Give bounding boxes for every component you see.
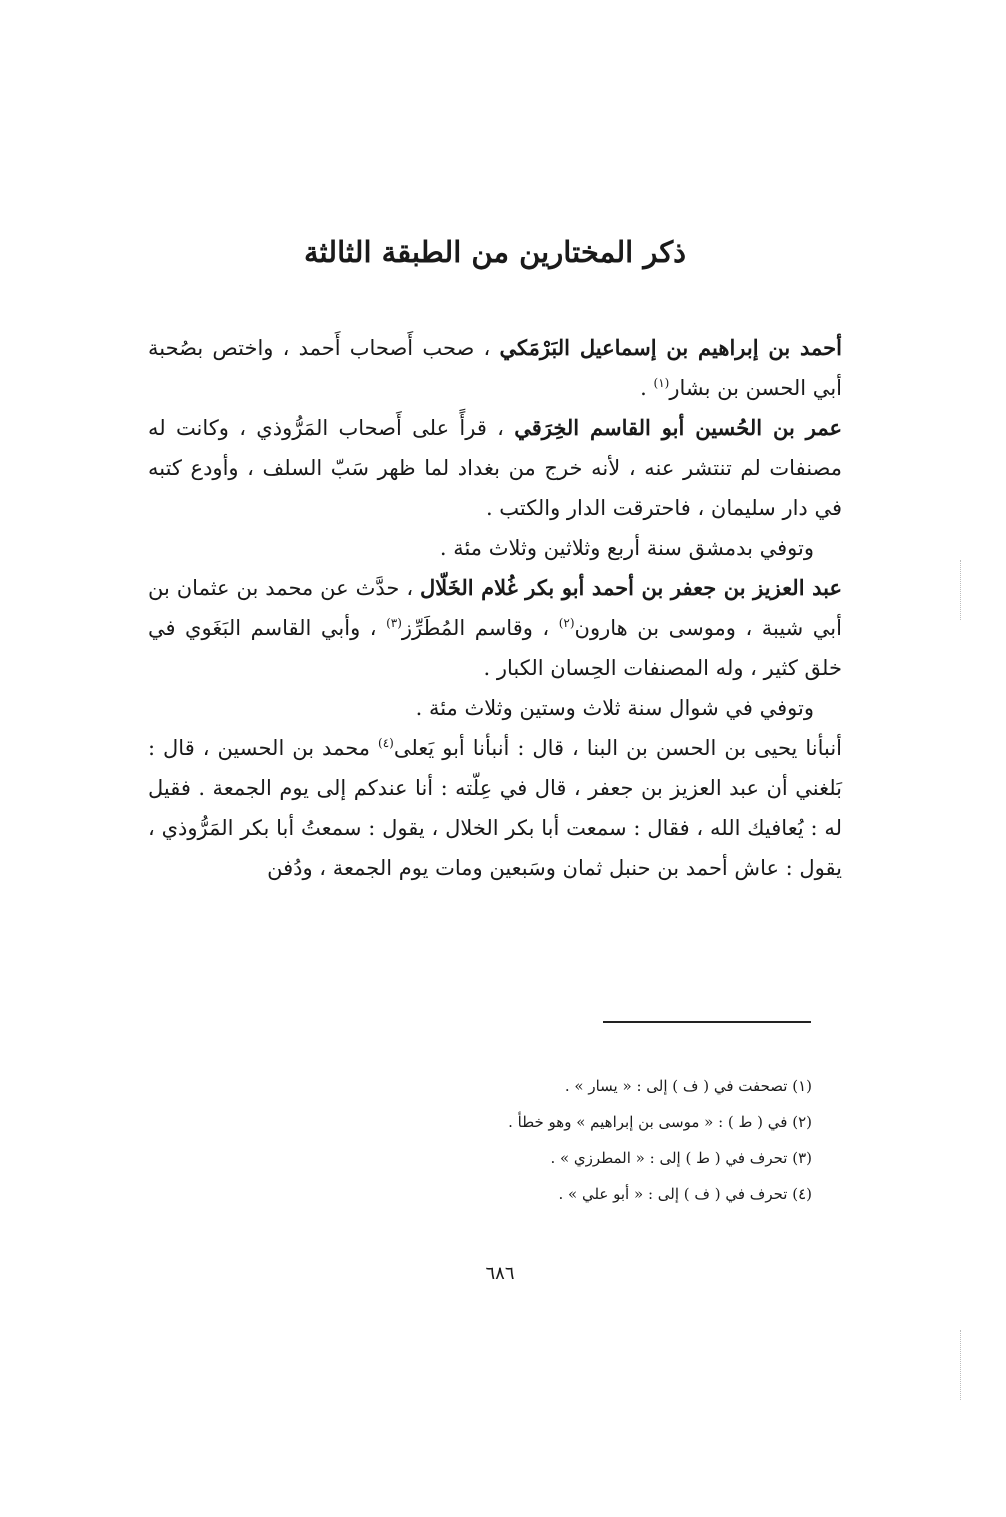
narration-paragraph [148,728,842,888]
narration-text: محمد بن الحسين ، قال : بَلغني أن عبد العزيز بن جعفر ، قال في عِلّته : أنا عندكم إلى يوم الجمعة . فقيل له : يُعافيك الله ، فقال : سمعت أبا بكر الخلال ، يقول : سمعتُ أبا بكر المَرُّوذي ، يقول : عاش أحمد بن حنبل ثمان وسَبعين ومات يوم الجمعة ، ودُفن [148,736,842,880]
entry-text: ، وأبي القاسم البَغَوي في خلق كثير ، وله المصنفات الحِسان الكبار . [148,616,842,680]
footnote-ref: (٤) [378,736,394,750]
footnote-4: (٤) تحرف في ( ف ) إلى : « أبو علي » . [558,1185,812,1203]
entry-text: ، وقاسم المُطَرِّز [401,616,559,640]
footnote-2: (٢) في ( ط ) : « موسى بن إبراهيم » وهو خطأ . [508,1113,812,1131]
death-note-abd-al-aziz: وتوفي في شوال سنة ثلاث وستين وثلاث مئة . [415,696,814,720]
entry-umar-khiraqi [148,408,842,528]
entry-text: ، حدَّث عن محمد بن عثمان بن أبي شيبة ، وموسى بن هارون [148,576,842,640]
death-note-khiraqi: وتوفي بدمشق سنة أربع وثلاثين وثلاث مئة . [439,536,814,560]
entry-abd-al-aziz [148,568,842,688]
footnotes [420,1068,812,1212]
entry-name: عمر بن الحُسين أبو القاسم الخِرَقي [514,415,842,440]
entry-ahmad-barmaki [148,328,842,408]
entry-name: عبد العزيز بن جعفر بن أحمد أبو بكر غُلام الخَلّال [420,575,842,600]
entry-text: ، قرأً على أَصحاب المَرُّوذي ، وكانت له مصنفات لم تنتشر عنه ، لأنه خرج من بغداد لما ظهر سَبّ السلف ، وأودع كتبه في دار سليمان ، فاحترقت الدار والكتب . [148,416,842,520]
page-number: ٦٨٦ [485,1263,515,1284]
entry-name: أحمد بن إبراهيم بن إسماعيل البَرْمَكي [499,335,843,360]
footnote-ref: (٢) [558,616,575,630]
footnote-ref: (٣) [386,616,402,630]
scan-artifact [960,560,961,620]
entry-text: . [640,376,654,400]
section-title: ذكر المختارين من الطبقة الثالثة [303,235,687,269]
scan-artifact [960,1330,961,1400]
footnote-ref: (١) [653,376,670,390]
footnote-1: (١) تصحفت في ( ف ) إلى : « يسار » . [564,1077,812,1095]
narration-text: أنبأنا يحيى بن الحسن بن البنا ، قال : أنبأنا أبو يَعلى [393,736,842,760]
footnote-divider [603,1021,811,1023]
footnote-3: (٣) تحرف في ( ط ) إلى : « المطرزي » . [550,1149,812,1167]
main-text [148,328,842,888]
entry-text: ، صحب أَصحاب أَحمد ، واختص بصُحبة أبي الحسن بن بشار [148,336,842,400]
